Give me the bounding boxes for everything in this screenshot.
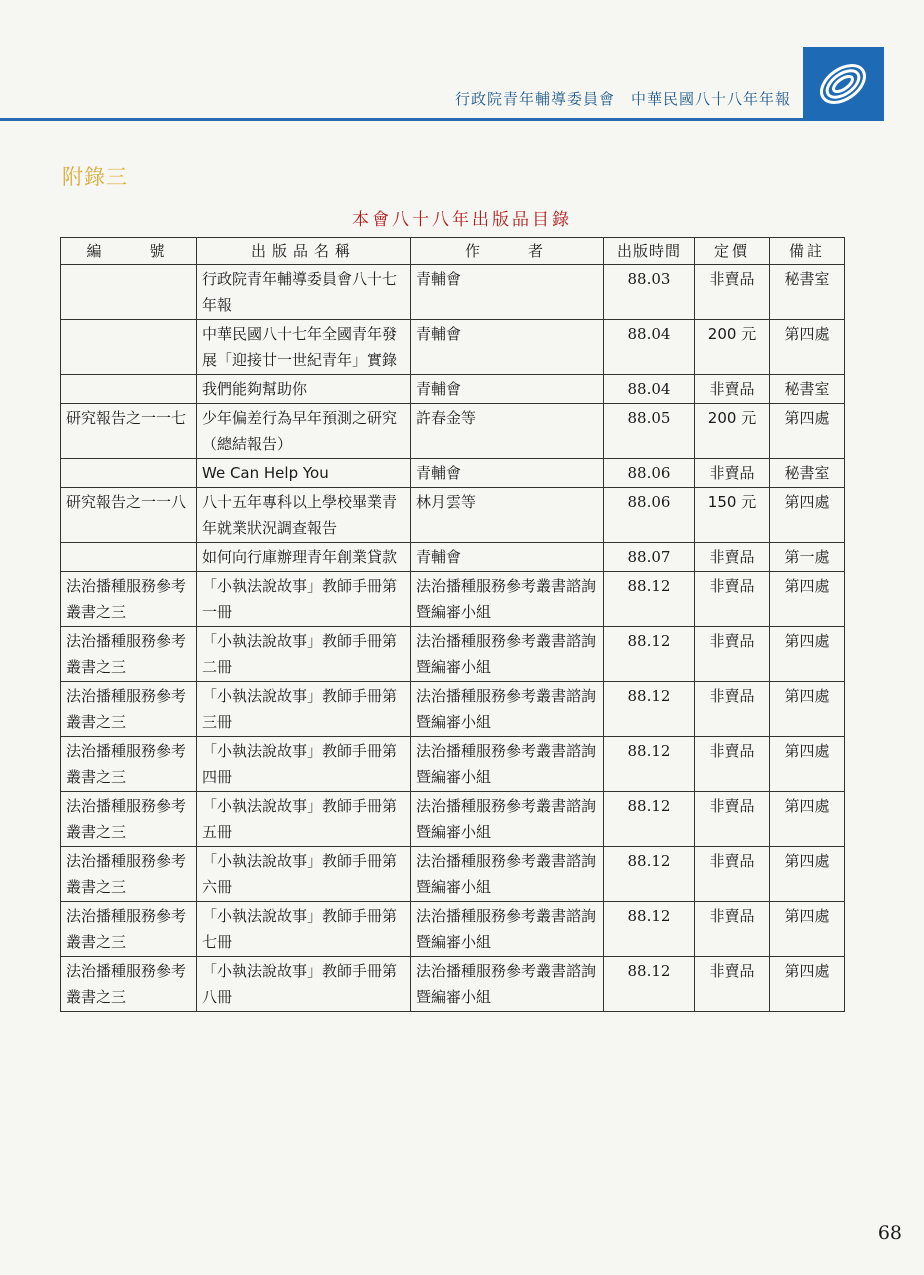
cell-number: 法治播種服務參考叢書之三 <box>61 847 197 902</box>
cell-price: 非賣品 <box>695 902 770 957</box>
cell-title: 如何向行庫辦理青年創業貸款 <box>197 543 411 572</box>
table-row <box>61 375 845 404</box>
cell-price: 非賣品 <box>695 543 770 572</box>
cell-author: 法治播種服務參考叢書諮詢暨編審小組 <box>411 572 604 627</box>
table-row <box>61 847 845 902</box>
cell-author: 青輔會 <box>411 459 604 488</box>
cell-date: 88.07 <box>604 543 695 572</box>
cell-date: 88.12 <box>604 792 695 847</box>
cell-title: 「小執法說故事」教師手冊第三冊 <box>197 682 411 737</box>
cell-price: 非賣品 <box>695 847 770 902</box>
table-row <box>61 404 845 459</box>
cell-note: 第四處 <box>770 320 845 375</box>
cell-title: 「小執法說故事」教師手冊第六冊 <box>197 847 411 902</box>
cell-note: 第四處 <box>770 792 845 847</box>
cell-title: 少年偏差行為早年預測之研究（總結報告） <box>197 404 411 459</box>
cell-note: 第一處 <box>770 543 845 572</box>
cell-author: 法治播種服務參考叢書諮詢暨編審小組 <box>411 627 604 682</box>
header-rule <box>0 118 805 121</box>
cell-number: 研究報告之一一七 <box>61 404 197 459</box>
page-number: 68 <box>877 1222 902 1244</box>
cell-title: 「小執法說故事」教師手冊第五冊 <box>197 792 411 847</box>
cell-date: 88.05 <box>604 404 695 459</box>
cell-number <box>61 320 197 375</box>
cell-price: 150 元 <box>695 488 770 543</box>
cell-note: 第四處 <box>770 902 845 957</box>
cell-title: 「小執法說故事」教師手冊第二冊 <box>197 627 411 682</box>
cell-title: 「小執法說故事」教師手冊第八冊 <box>197 957 411 1012</box>
table-row <box>61 737 845 792</box>
table-row <box>61 957 845 1012</box>
cell-price: 200 元 <box>695 320 770 375</box>
cell-author: 法治播種服務參考叢書諮詢暨編審小組 <box>411 902 604 957</box>
cell-number: 法治播種服務參考叢書之三 <box>61 737 197 792</box>
cell-title: We Can Help You <box>197 459 411 488</box>
cell-date: 88.04 <box>604 320 695 375</box>
cell-note: 第四處 <box>770 404 845 459</box>
publication-table <box>60 237 845 1012</box>
cell-title: 中華民國八十七年全國青年發展「迎接廿一世紀青年」實錄 <box>197 320 411 375</box>
cell-price: 非賣品 <box>695 627 770 682</box>
cell-note: 第四處 <box>770 627 845 682</box>
cell-title: 行政院青年輔導委員會八十七年報 <box>197 265 411 320</box>
cell-date: 88.06 <box>604 488 695 543</box>
cell-title: 八十五年專科以上學校畢業青年就業狀況調查報告 <box>197 488 411 543</box>
cell-number: 法治播種服務參考叢書之三 <box>61 572 197 627</box>
cell-number: 法治播種服務參考叢書之三 <box>61 792 197 847</box>
cell-number: 法治播種服務參考叢書之三 <box>61 957 197 1012</box>
cell-date: 88.12 <box>604 737 695 792</box>
cell-author: 青輔會 <box>411 543 604 572</box>
cell-number <box>61 375 197 404</box>
col-header-title: 出版品名稱 <box>197 238 411 265</box>
cell-price: 非賣品 <box>695 682 770 737</box>
cell-price: 非賣品 <box>695 265 770 320</box>
cell-note: 第四處 <box>770 488 845 543</box>
cell-note: 第四處 <box>770 682 845 737</box>
cell-date: 88.06 <box>604 459 695 488</box>
cell-author: 法治播種服務參考叢書諮詢暨編審小組 <box>411 792 604 847</box>
cell-author: 林月雲等 <box>411 488 604 543</box>
cell-author: 青輔會 <box>411 320 604 375</box>
cell-note: 第四處 <box>770 957 845 1012</box>
cell-author: 許春金等 <box>411 404 604 459</box>
cell-author: 青輔會 <box>411 375 604 404</box>
cell-date: 88.12 <box>604 902 695 957</box>
cell-price: 非賣品 <box>695 792 770 847</box>
cell-price: 200 元 <box>695 404 770 459</box>
cell-title: 我們能夠幫助你 <box>197 375 411 404</box>
table-header-row <box>61 238 845 265</box>
col-header-number: 編 號 <box>61 238 197 265</box>
cell-author: 法治播種服務參考叢書諮詢暨編審小組 <box>411 682 604 737</box>
cell-price: 非賣品 <box>695 737 770 792</box>
cell-note: 第四處 <box>770 737 845 792</box>
table-row <box>61 320 845 375</box>
cell-note: 秘書室 <box>770 265 845 320</box>
cell-date: 88.04 <box>604 375 695 404</box>
table-row <box>61 572 845 627</box>
cell-number <box>61 265 197 320</box>
cell-number: 法治播種服務參考叢書之三 <box>61 627 197 682</box>
cell-note: 秘書室 <box>770 459 845 488</box>
cell-number: 法治播種服務參考叢書之三 <box>61 902 197 957</box>
cell-author: 法治播種服務參考叢書諮詢暨編審小組 <box>411 847 604 902</box>
cell-price: 非賣品 <box>695 572 770 627</box>
cell-date: 88.12 <box>604 627 695 682</box>
col-header-author: 作 者 <box>411 238 604 265</box>
col-header-note: 備註 <box>770 238 845 265</box>
cell-number: 法治播種服務參考叢書之三 <box>61 682 197 737</box>
cell-price: 非賣品 <box>695 375 770 404</box>
table-row <box>61 543 845 572</box>
table-title: 本會八十八年出版品目錄 <box>352 210 572 230</box>
cell-number: 研究報告之一一八 <box>61 488 197 543</box>
cell-author: 法治播種服務參考叢書諮詢暨編審小組 <box>411 957 604 1012</box>
cell-number <box>61 459 197 488</box>
cell-date: 88.12 <box>604 847 695 902</box>
cell-author: 法治播種服務參考叢書諮詢暨編審小組 <box>411 737 604 792</box>
cell-title: 「小執法說故事」教師手冊第七冊 <box>197 902 411 957</box>
cell-date: 88.12 <box>604 682 695 737</box>
cell-note: 第四處 <box>770 847 845 902</box>
header-title: 行政院青年輔導委員會 中華民國八十八年年報 <box>454 90 791 108</box>
cell-date: 88.12 <box>604 957 695 1012</box>
table-row <box>61 265 845 320</box>
cell-date: 88.03 <box>604 265 695 320</box>
table-row <box>61 902 845 957</box>
cell-number <box>61 543 197 572</box>
appendix-label: 附錄三 <box>62 165 128 189</box>
col-header-date: 出版時間 <box>604 238 695 265</box>
table-row <box>61 682 845 737</box>
cell-author: 青輔會 <box>411 265 604 320</box>
table-row <box>61 459 845 488</box>
table-row <box>61 792 845 847</box>
table-row <box>61 627 845 682</box>
cell-note: 第四處 <box>770 572 845 627</box>
cell-price: 非賣品 <box>695 459 770 488</box>
cell-title: 「小執法說故事」教師手冊第一冊 <box>197 572 411 627</box>
cell-price: 非賣品 <box>695 957 770 1012</box>
cell-title: 「小執法說故事」教師手冊第四冊 <box>197 737 411 792</box>
table-row <box>61 488 845 543</box>
col-header-price: 定價 <box>695 238 770 265</box>
cell-date: 88.12 <box>604 572 695 627</box>
rings-logo-icon <box>803 47 884 121</box>
cell-note: 秘書室 <box>770 375 845 404</box>
